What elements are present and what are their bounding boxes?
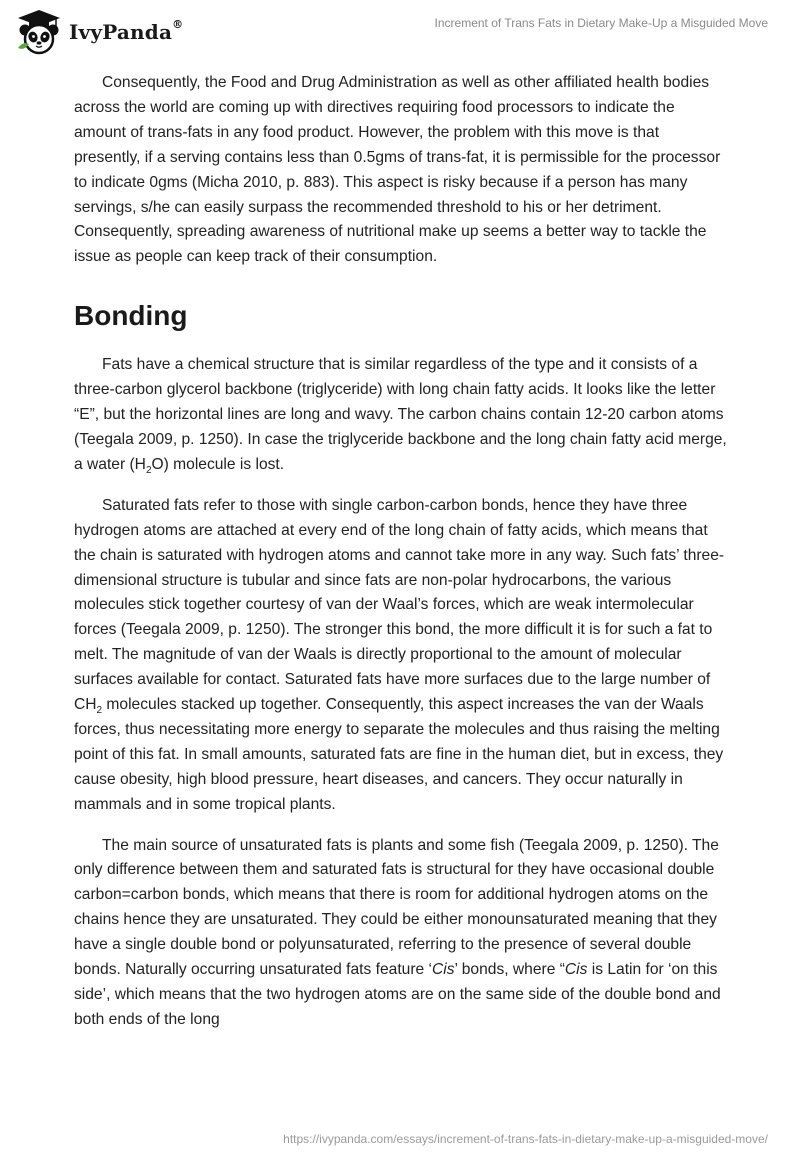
panda-graduate-icon[interactable] [14, 8, 64, 56]
paragraph-text: ’ bonds, where “ [454, 961, 565, 979]
paragraph-text: Fats have a chemical structure that is similar regardless of the type and it consists of a three-carbon glycerol backbone (triglyceride) with long chain fatty acids. It looks like the letter “E”, but the horizontal lines are long and wavy. The carbon chains contain 12-20 carbon atoms (Teegala 2009, p. 1250). In case the triglyceride backbone and the long chain fatty acid merge, a water (H [74, 356, 727, 473]
paragraph-text: Saturated fats refer to those with single carbon-carbon bonds, hence they have three hydrogen atoms are attached at every end of the long chain of fatty acids, which means that the chain is saturated with hydrogen atoms and cannot take more in any way. Such fats’ three-dimensional structure is tubular and since fats are non-polar hydrocarbons, the various molecules stick together courtesy of van der Waal’s forces, which are weak intermolecular forces (Teegala 2009, p. 1250). The stronger this bond, the more difficult it is for such a fat to melt. The magnitude of van der Waals is directly proportional to the amount of molecular surfaces available for contact. Saturated fats have more surfaces due to the large number of CH [74, 496, 725, 714]
paragraph-fda-directives: Consequently, the Food and Drug Administration as well as other affiliated health bodies across the world are coming up with directives requiring food processors to indicate the amount of trans-fats in any food product. However, the problem with this move is that presently, if a serving contains less than 0.5gms of trans-fat, it is permissible for the processor to indicate 0gms (Micha 2010, p. 883). This aspect is risky because if a person has many servings, s/he can easily surpass the recommended threshold to his or her detriment. Consequently, spreading awareness of nutritional make up seems a better way to tackle the issue as people can keep track of their consumption. [74, 74, 721, 266]
subscript: 2 [96, 705, 103, 717]
brand-name[interactable] [69, 20, 183, 44]
paragraph-unsaturated-fats [74, 834, 729, 1033]
paragraph-text: molecules stacked up together. Consequently, this aspect increases the van der Waals forces, thus necessitating more energy to separate the molecules and thus raising the melting point of this fat. In small amounts, saturated fats are fine in the human diet, but in excess, they cause obesity, high blood pressure, heart diseases, and cancers. They occur naturally in mammals and in some tropical plants. [74, 696, 724, 813]
registered-mark: ® [172, 18, 184, 31]
paragraph-text: is Latin for ‘on this side’, which means that the two hydrogen atoms are on the same side of the double bond and both ends of the long [74, 961, 721, 1028]
brand-name-text: IvyPanda [69, 20, 173, 44]
document-title: Increment of Trans Fats in Dietary Make-Up a Misguided Move [434, 16, 768, 30]
paragraph-fat-structure [74, 353, 729, 478]
section-heading-bonding: Bonding [74, 300, 188, 332]
paragraph-saturated-fats [74, 494, 729, 818]
subscript: 2 [145, 464, 152, 476]
page-header [0, 0, 800, 60]
italic-term: Cis [564, 961, 588, 979]
footer-source-url[interactable]: https://ivypanda.com/essays/increment-of-trans-fats-in-dietary-make-up-a-misguided-move/ [283, 1132, 768, 1146]
paragraph-text: O) molecule is lost. [151, 455, 285, 473]
essay-body [74, 71, 729, 1049]
paragraph-text: The main source of unsaturated fats is plants and some fish (Teegala 2009, p. 1250). The only difference between them and saturated fats is structural for they have occasional double carbon=carbon bonds, which means that there is room for additional hydrogen atoms on the chains hence they are unsaturated. They could be either monounsaturated meaning that they have a single double bond or polyunsaturated, referring to the presence of several double bonds. Naturally occurring unsaturated fats feature ‘ [74, 836, 719, 979]
italic-term: Cis [432, 961, 455, 979]
